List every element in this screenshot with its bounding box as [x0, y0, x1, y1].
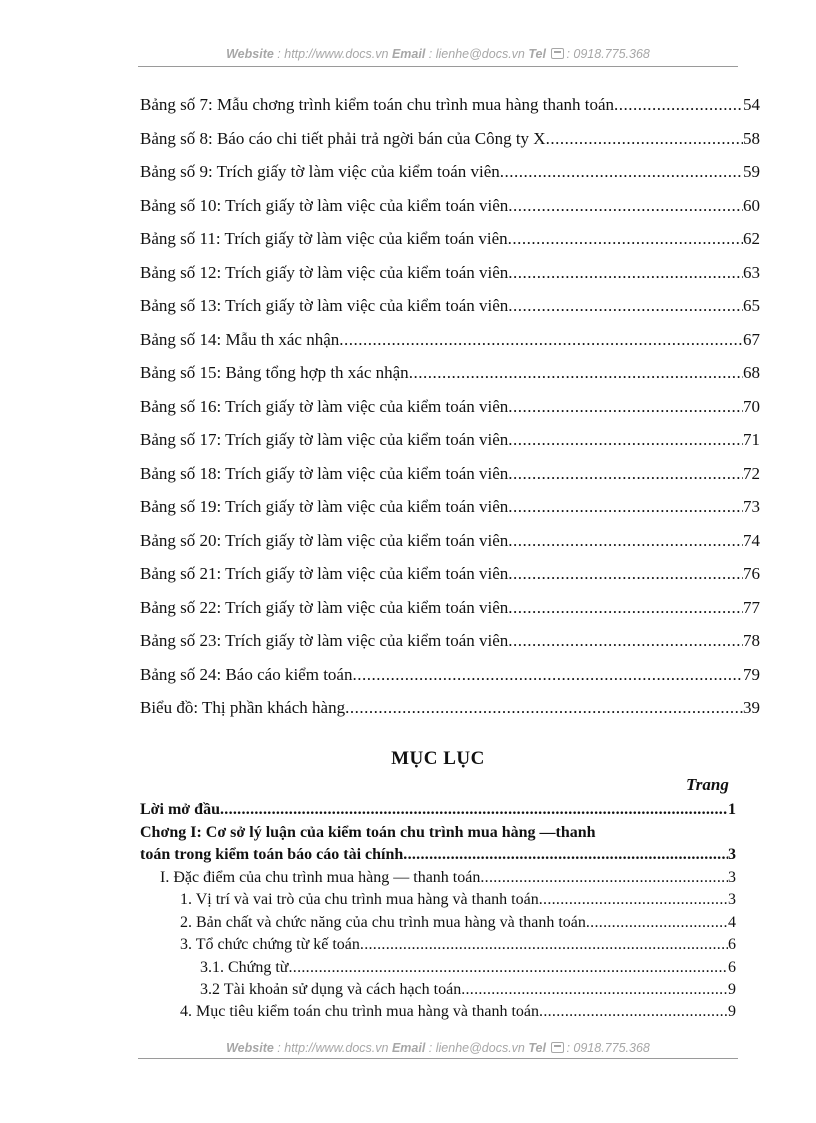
- page-footer: [138, 1041, 738, 1055]
- leader-dots: [508, 263, 743, 283]
- table-list-item[interactable]: Bảng số 23: Trích giấy tờ làm việc của kiểm toán viên ..... 78: [140, 631, 760, 651]
- table-list-item[interactable]: Bảng số 13: Trích giấy tờ làm việc của kiểm toán viên ..... 65: [140, 296, 760, 316]
- leader-dots: [508, 296, 743, 316]
- table-list-item[interactable]: Bảng số 20: Trích giấy tờ làm việc của kiểm toán viên ..... 74: [140, 531, 760, 551]
- page-header: [138, 47, 738, 61]
- website-url[interactable]: : http://www.docs.vn: [277, 47, 389, 61]
- table-list-item[interactable]: Bảng số 10: Trích giấy tờ làm việc của kiểm toán viên ..... 60: [140, 196, 760, 216]
- phone-icon: [551, 1042, 564, 1053]
- leader-dots: [352, 665, 743, 685]
- leader-dots: [508, 430, 743, 450]
- leader-dots: [345, 698, 743, 718]
- contents-entry[interactable]: 2. Bản chất và chức năng của chu trình mua hàng và thanh toán ..... 4: [180, 914, 736, 932]
- table-list-item[interactable]: Bảng số 21: Trích giấy tờ làm việc của kiểm toán viên ..... 76: [140, 564, 760, 584]
- contents-entry[interactable]: I. Đặc điểm của chu trình mua hàng — thanh toán ..... 3: [160, 869, 736, 887]
- leader-dots: [508, 397, 743, 417]
- leader-dots: [508, 631, 743, 651]
- contents-entry[interactable]: 3. Tổ chức chứng từ kế toán ..... 6: [180, 936, 736, 954]
- leader-dots: [508, 564, 743, 584]
- leader-dots: [508, 598, 743, 618]
- leader-dots: [508, 196, 743, 216]
- leader-dots: [508, 229, 743, 249]
- leader-dots: [586, 914, 728, 932]
- website-label: Website: [226, 1041, 274, 1055]
- table-list-item[interactable]: Bảng số 12: Trích giấy tờ làm việc của kiểm toán viên ..... 63: [140, 263, 760, 283]
- contents-entry[interactable]: toán trong kiểm toán báo cáo tài chính ..... 3: [140, 846, 736, 864]
- leader-dots: [508, 464, 743, 484]
- leader-dots: [508, 497, 743, 517]
- leader-dots: [360, 936, 728, 954]
- page-column-label: Trang: [686, 775, 729, 794]
- phone-icon: [551, 48, 564, 59]
- leader-dots: [539, 1003, 728, 1021]
- contents-entry[interactable]: 3.2 Tài khoản sử dụng và cách hạch toán ..... 9: [200, 981, 736, 999]
- contents-entry[interactable]: 3.1. Chứng từ ..... 6: [200, 959, 736, 977]
- contents-entry[interactable]: 4. Mục tiêu kiểm toán chu trình mua hàng và thanh toán ..... 9: [180, 1003, 736, 1021]
- header-rule: [138, 66, 738, 67]
- leader-dots: [500, 162, 743, 182]
- leader-dots: [220, 801, 728, 819]
- email-value[interactable]: : lienhe@docs.vn: [428, 47, 525, 61]
- leader-dots: [288, 959, 728, 977]
- table-list-item[interactable]: Bảng số 14: Mẫu th xác nhận ..... 67: [140, 330, 760, 350]
- table-list-item[interactable]: Bảng số 18: Trích giấy tờ làm việc của kiểm toán viên ..... 72: [140, 464, 760, 484]
- leader-dots: [546, 129, 743, 149]
- table-list-item[interactable]: Bảng số 11: Trích giấy tờ làm việc của kiểm toán viên ..... 62: [140, 229, 760, 249]
- email-value[interactable]: : lienhe@docs.vn: [428, 1041, 525, 1055]
- tel-value: : 0918.775.368: [566, 1041, 650, 1055]
- contents-heading: MỤC LỤC: [391, 748, 485, 769]
- leader-dots: [461, 981, 728, 999]
- contents-entry[interactable]: 1. Vị trí và vai trò của chu trình mua hàng và thanh toán ..... 3: [180, 891, 736, 909]
- table-list-item[interactable]: Bảng số 24: Báo cáo kiểm toán ..... 79: [140, 665, 760, 685]
- leader-dots: [539, 891, 728, 909]
- table-list-item[interactable]: Bảng số 22: Trích giấy tờ làm việc của kiểm toán viên ..... 77: [140, 598, 760, 618]
- leader-dots: [339, 330, 743, 350]
- leader-dots: [480, 869, 728, 887]
- table-list-item[interactable]: Bảng số 16: Trích giấy tờ làm việc của kiểm toán viên ..... 70: [140, 397, 760, 417]
- table-list-item[interactable]: Bảng số 15: Bảng tổng hợp th xác nhận ..... 68: [140, 363, 760, 383]
- website-url[interactable]: : http://www.docs.vn: [277, 1041, 389, 1055]
- tel-label: Tel: [528, 1041, 546, 1055]
- table-list-item[interactable]: Bảng số 9: Trích giấy tờ làm việc của kiểm toán viên ..... 59: [140, 162, 760, 182]
- email-label: Email: [391, 1041, 426, 1055]
- footer-rule: [138, 1058, 738, 1059]
- table-list-item[interactable]: Bảng số 7: Mẫu chơng trình kiểm toán chu trình mua hàng thanh toán ..... 54: [140, 95, 760, 115]
- leader-dots: [614, 95, 743, 115]
- table-list-item[interactable]: Biểu đồ: Thị phần khách hàng ..... 39: [140, 698, 760, 718]
- leader-dots: [409, 363, 743, 383]
- table-list-item[interactable]: Bảng số 19: Trích giấy tờ làm việc của kiểm toán viên ..... 73: [140, 497, 760, 517]
- leader-dots: [508, 531, 743, 551]
- tel-label: Tel: [528, 47, 546, 61]
- contents-chapter-title[interactable]: Chơng I: Cơ sở lý luận của kiểm toán chu trình mua hàng —thanh: [140, 824, 596, 841]
- website-label: Website: [226, 47, 274, 61]
- tel-value: : 0918.775.368: [566, 47, 650, 61]
- table-list-item[interactable]: Bảng số 8: Báo cáo chi tiết phải trả ngời bán của Công ty X ..... 58: [140, 129, 760, 149]
- email-label: Email: [391, 47, 426, 61]
- contents-entry[interactable]: Lời mở đầu ..... 1: [140, 801, 736, 819]
- table-list-item[interactable]: Bảng số 17: Trích giấy tờ làm việc của kiểm toán viên ..... 71: [140, 430, 760, 450]
- leader-dots: [403, 846, 728, 864]
